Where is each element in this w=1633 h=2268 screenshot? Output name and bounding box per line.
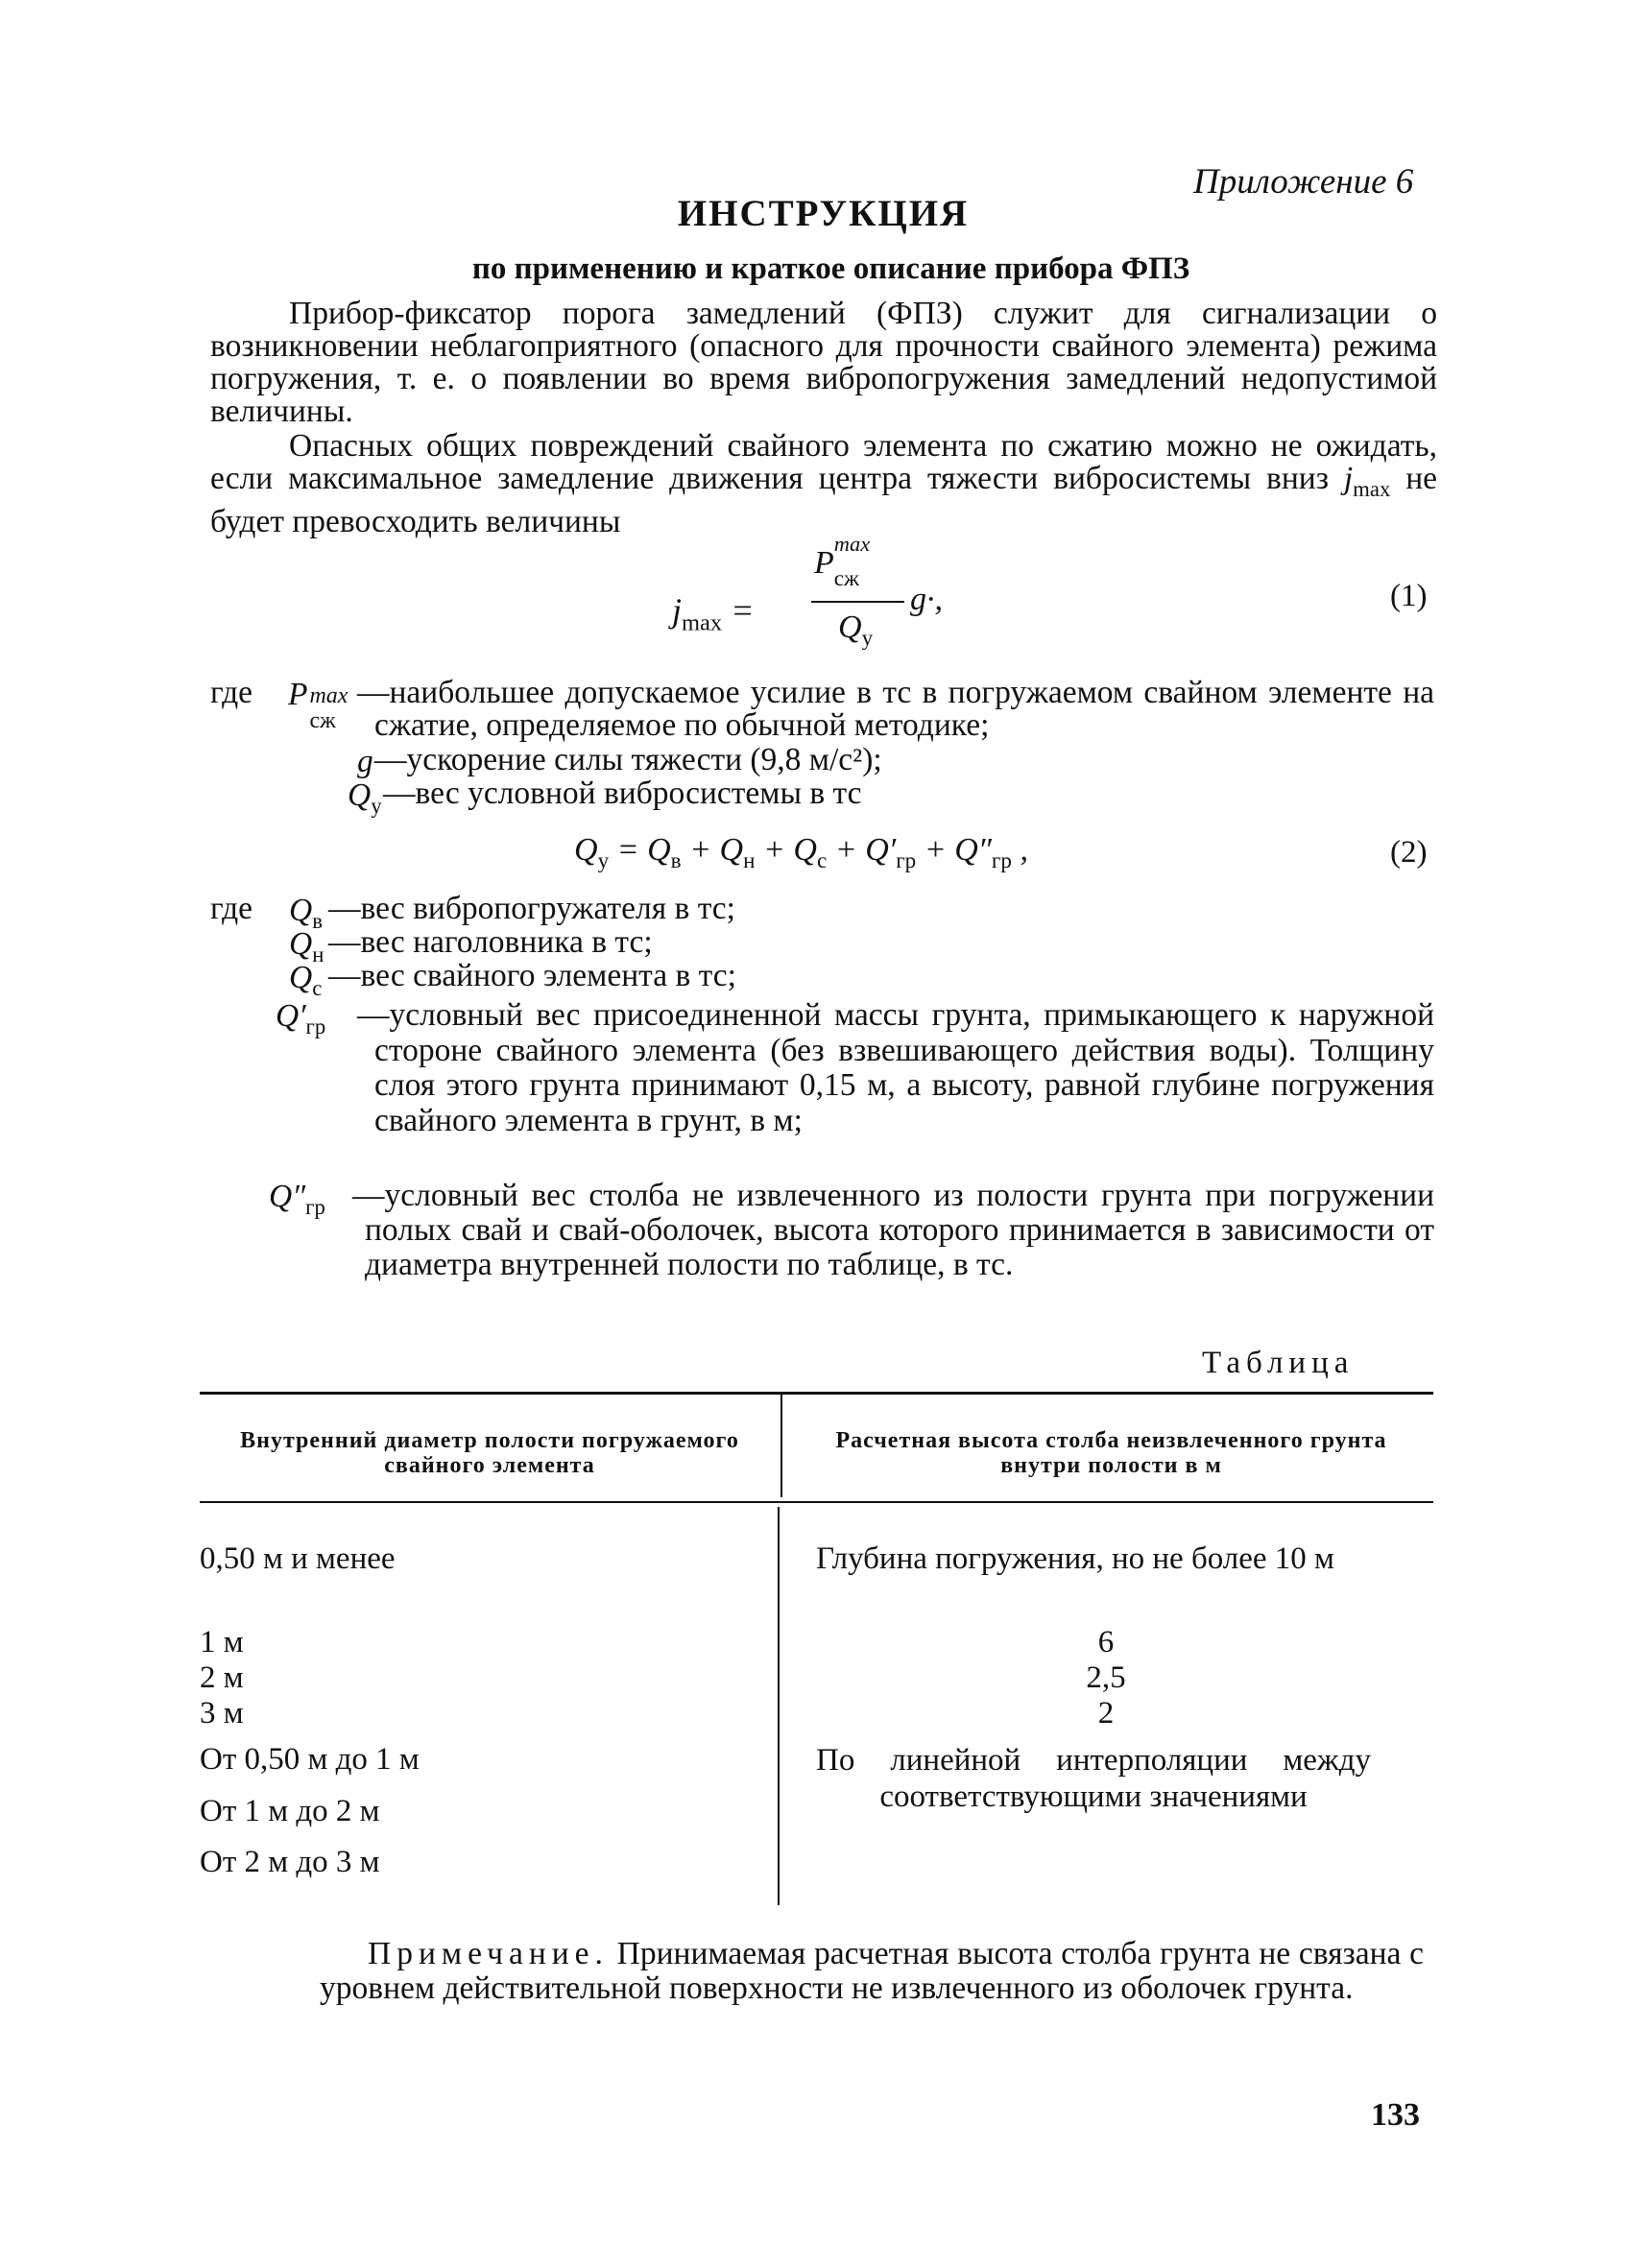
def-qn-text: —вес наголовника в тс; [328,924,653,960]
def-qgr1-text: —условный вес присоединенной массы грунта, примыкающего к наружной стороне свайного элемента (без взвешивающего действия воды). Толщину слоя этого грунта принимают 0,15 м, а высоту, равной глубине погружения свайного элемента в грунт, в м; [357,997,1434,1138]
formula-2: $Q_у = Q_в + Q_н + Q_с + Q'_{гр} + Q''_{гр}$ , [574,832,1028,874]
jmax-subscript: max [1353,476,1391,501]
formula-2-number: (2) [1390,835,1428,870]
table-top-rule [200,1392,1433,1395]
formula-1-numerator: P сж max [814,532,871,591]
def-qy-text: —вес условной вибросистемы в тс [383,776,862,811]
formula-1-denominator: $Q_у$ [838,609,874,652]
formula-1-number: (1) [1390,579,1428,613]
def-qv-text: —вес вибропогружателя в тс; [328,891,735,926]
def-g-symbol: g [357,744,373,779]
table-row-left-1: 0,50 м и менее [200,1541,396,1576]
where-label-1: где [210,675,252,710]
table-caption: Таблица [1202,1346,1355,1380]
document-title: ИНСТРУКЦИЯ [677,193,970,234]
table-row-right-2: 6 [1097,1625,1115,1659]
formula-1-fraction-line [811,601,904,603]
def-qgr2-text: —условный вес столба не извлеченного из полости грунта при погружении полых свай и свай-оболочек, высота которого принимается в зависимости от диаметра внутренней полости по таблице, в тс. [352,1178,1434,1282]
table-header-divider [780,1394,782,1497]
def-qc-symbol: $Q_с$ [289,960,323,1000]
def-g-text: —ускорение силы тяжести (9,8 м/с²); [374,742,882,777]
formula-1-factor: g·, [910,582,943,617]
paragraph-condition-tail: не будет превосходить величины [210,461,1438,539]
page-number: 133 [1371,2097,1420,2133]
formula-1-lhs: $j_{max}$ = [672,591,755,636]
table-note [320,1937,1424,2006]
document-subtitle: по применению и краткое описание прибора ФПЗ [471,251,1190,286]
def-qv-symbol: $Q_в$ [289,893,323,933]
note-label: Примечание. [368,1936,609,1971]
table-row-right-5: По линейной интерполяции между соответствующими значениями [816,1743,1371,1814]
table-row-right-3: 2,5 [1086,1660,1126,1695]
note-text: Принимаемая расчетная высота столба грунта не связана с уровнем действительной поверхности не извлеченного из оболочек грунта. [320,1936,1424,2006]
def-qgr1-symbol: $Q'_{гр}$ [276,998,326,1039]
table-row-right-4: 2 [1097,1696,1115,1731]
table-row-left-2: 1 м [200,1625,244,1659]
def-qgr2-symbol: $Q''_{гр}$ [269,1179,325,1219]
table-row-left-6: От 1 м до 2 м [200,1794,380,1828]
table-row-left-7: От 2 м до 3 м [200,1845,380,1879]
table-row-left-3: 2 м [200,1660,244,1695]
table-row-right-1: Глубина погружения, но не более 10 м [816,1541,1334,1576]
appendix-label: Приложение 6 [1193,162,1414,202]
table-row-left-4: 3 м [200,1696,244,1731]
paragraph-condition [210,430,1437,538]
jmax-symbol: $j_{max}$ [1343,461,1391,501]
table-header-rule [200,1501,1433,1503]
table-header-left: Внутренний диаметр полости погружаемого свайного элемента [240,1428,739,1478]
def-psj-symbol: P max сж [288,677,348,733]
def-qn-symbol: $Q_н$ [289,926,324,967]
def-psj-text: —наибольшее допускаемое усилие в тс в погружаемом свайном элементе на сжатие, определяемое по обычной методике; [357,675,1434,743]
table-row-left-5: От 0,50 м до 1 м [200,1742,420,1777]
paragraph-condition-text: Опасных общих повреждений свайного элемента по сжатию можно не ожидать, если максимальное замедление движения центра тяжести вибросистемы вниз [210,428,1437,496]
def-qc-text: —вес свайного элемента в тс; [328,958,736,993]
def-qy-symbol: $Q_у$ [348,777,382,818]
table-header-right: Расчетная высота столба неизвлеченного грунта внутри полости в м [835,1428,1387,1478]
where-label-2: где [210,891,252,926]
paragraph-intro: Прибор-фиксатор порога замедлений (ФПЗ) служит для сигнализации о возникновении неблагоприятного (опасного для прочности свайного элемента) режима погружения, т. е. о появлении во время вибропогружения замедлений недопустимой величины. [210,296,1437,429]
